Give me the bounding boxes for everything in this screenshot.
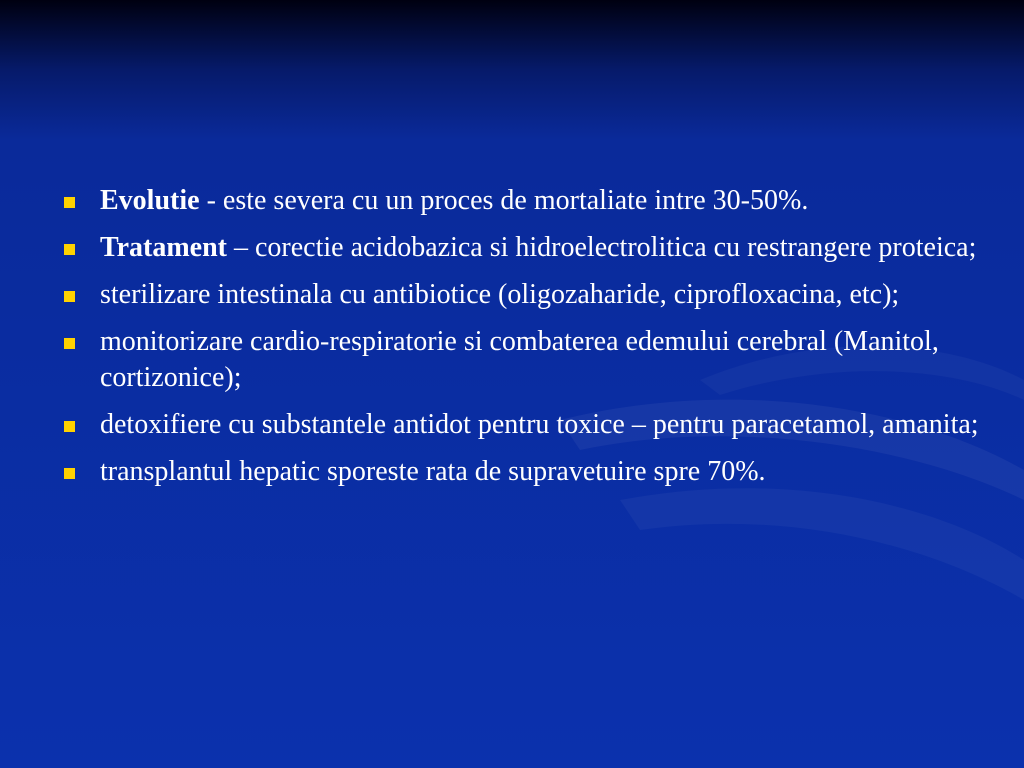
square-bullet-icon — [64, 244, 75, 255]
square-bullet-icon — [64, 338, 75, 349]
bullet-bold-label: Tratament — [100, 232, 227, 263]
bullet-list — [60, 183, 980, 501]
square-bullet-icon — [64, 291, 75, 302]
bullet-item — [60, 277, 980, 313]
bullet-text: detoxifiere cu substantele antidot pentru toxice – pentru paracetamol, amanita; — [100, 409, 979, 440]
bullet-item — [60, 183, 980, 219]
square-bullet-icon — [64, 197, 75, 208]
bullet-item — [60, 454, 980, 490]
bullet-bold-label: Evolutie — [100, 185, 200, 216]
bullet-text: monitorizare cardio-respiratorie si combaterea edemului cerebral (Manitol, cortizonice); — [100, 326, 939, 393]
bullet-item — [60, 324, 980, 396]
square-bullet-icon — [64, 468, 75, 479]
bullet-text: - este severa cu un proces de mortaliate intre 30-50%. — [199, 185, 809, 216]
bullet-text: – corectie acidobazica si hidroelectrolitica cu restrangere proteica; — [227, 232, 977, 263]
square-bullet-icon — [64, 421, 75, 432]
bullet-item — [60, 407, 980, 443]
bullet-text: transplantul hepatic sporeste rata de supravetuire spre 70%. — [100, 456, 766, 487]
bullet-text: sterilizare intestinala cu antibiotice (oligozaharide, ciprofloxacina, etc); — [100, 279, 900, 310]
bullet-item — [60, 230, 980, 266]
